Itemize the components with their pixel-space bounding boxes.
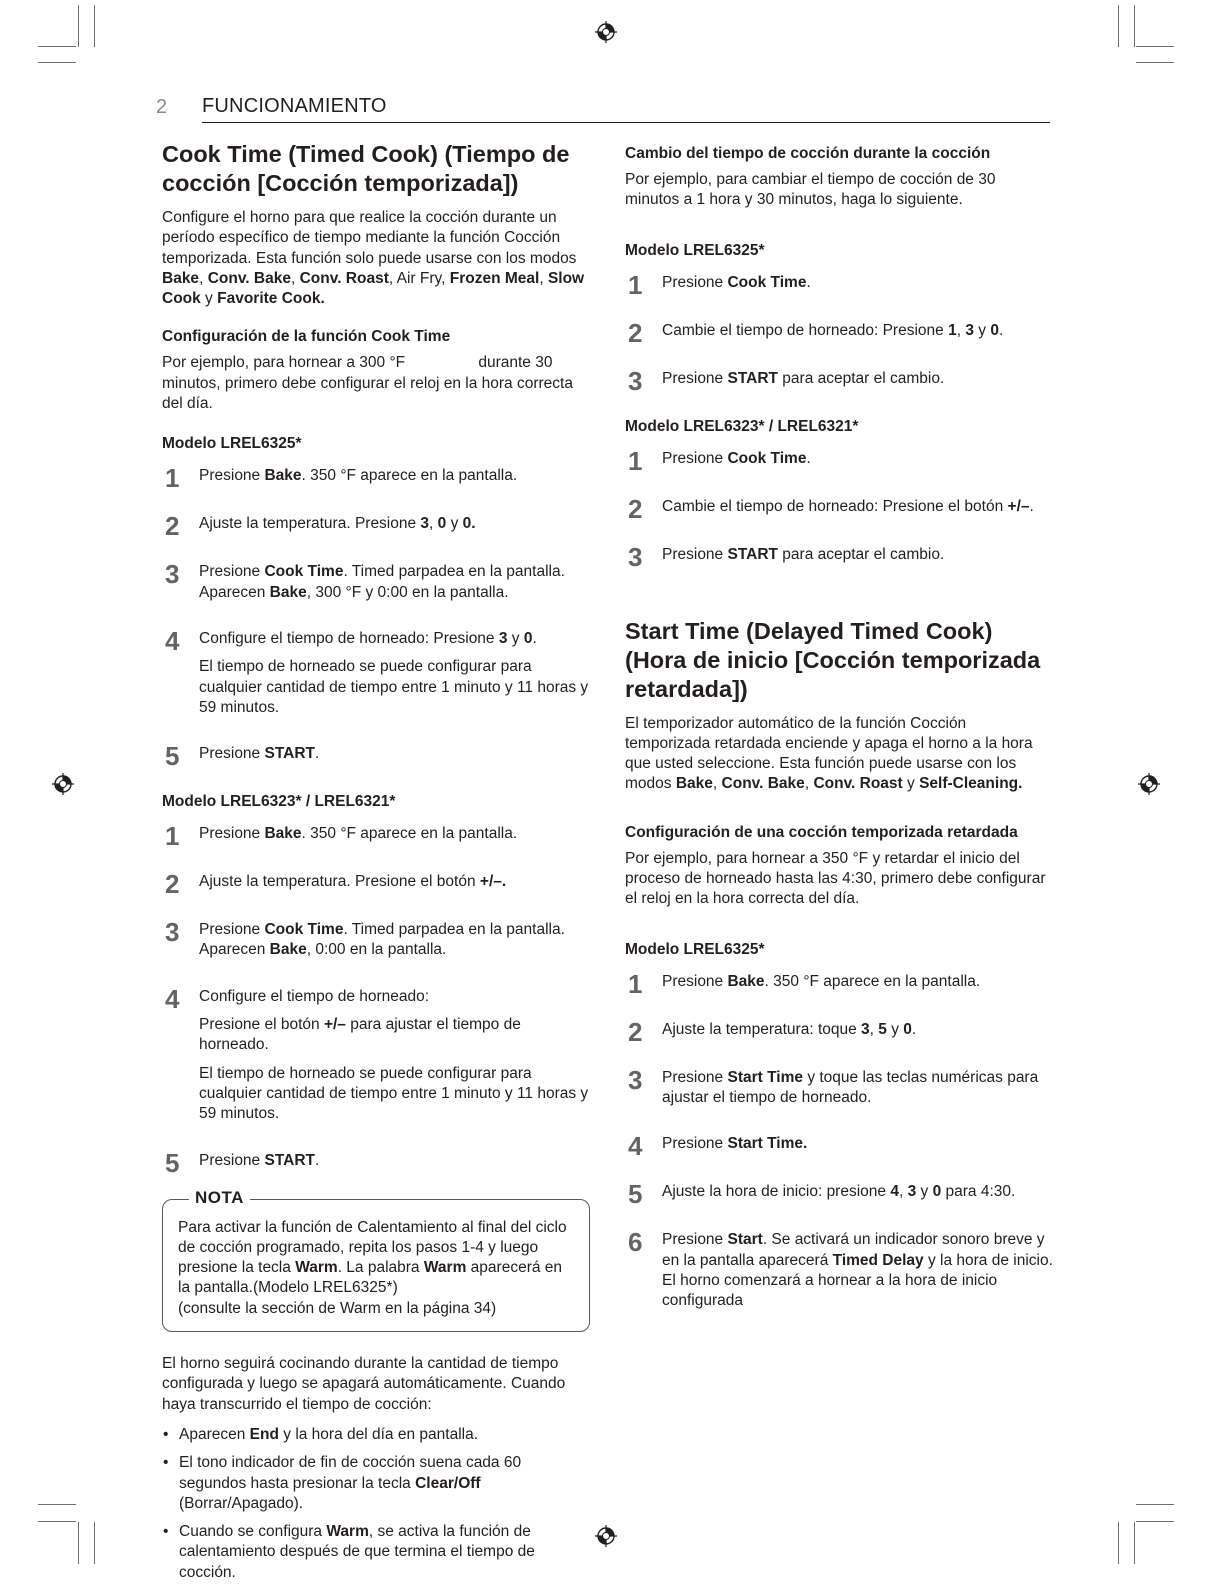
bold-text: Warm [423, 1259, 467, 1277]
step-number: 1 [628, 968, 643, 999]
text-run: (consulte la sección de Warm en la página 34) [178, 1299, 497, 1317]
text-run: Presione [662, 369, 728, 387]
text-run: . [1029, 497, 1034, 515]
step-text [199, 562, 590, 603]
cook-time-config-heading: Configuración de la función Cook Time [162, 328, 451, 346]
text-run: . Se activará un indicador sonoro breve y en la pantalla aparecerá [662, 1231, 1045, 1269]
text-run: y [507, 629, 524, 647]
text-run: para aceptar el cambio. [778, 545, 945, 563]
bold-text: Conv. Bake [207, 269, 291, 287]
text-run: , [199, 269, 208, 287]
bold-text: Cook Time [264, 563, 344, 581]
text-run: y [200, 290, 218, 308]
step-number: 2 [165, 511, 180, 542]
text-run: . [806, 273, 811, 291]
text-run: . Timed parpadea en la pantalla. Aparecen [199, 921, 565, 959]
text-run: . [806, 449, 811, 467]
step-number: 4 [165, 983, 180, 1014]
change-time-steps-a [625, 269, 1053, 396]
text-run: . La palabra [337, 1259, 424, 1277]
bold-text: START [727, 545, 778, 563]
text-run: y [902, 775, 920, 793]
step-text [199, 987, 590, 1007]
step-text [662, 1068, 1053, 1109]
text-run: , [539, 269, 548, 287]
bold-text: Favorite Cook. [217, 290, 325, 308]
start-time-title: Start Time (Delayed Timed Cook) (Hora de inicio [Cocción temporizada retardada]) [625, 617, 1041, 702]
crop-mark [38, 1504, 76, 1505]
bold-text: Cook Time [727, 273, 807, 291]
start-time-intro [625, 714, 1053, 795]
bold-text: 0 [903, 1020, 912, 1038]
registration-mark-icon [595, 21, 617, 43]
note-label: NOTA [189, 1188, 250, 1208]
bold-text: Warm [295, 1259, 338, 1277]
step-item [162, 821, 590, 852]
text-run: Presione [662, 273, 728, 291]
text-run: , [290, 269, 300, 287]
model-heading: Modelo LREL6325* [625, 940, 765, 958]
text-run: aparecerá en la pantalla.(Modelo LREL6325*) [178, 1259, 563, 1297]
text-run: Presione [662, 1135, 728, 1153]
bold-text: +/– [1007, 497, 1030, 515]
model-heading: Modelo LREL6325* [162, 435, 302, 453]
right-column [625, 144, 1053, 1337]
crop-mark [1134, 1522, 1135, 1564]
text-run: El temporizador automático de la función Cocción temporizada retardada enciende y apaga el horno a la hora que usted seleccione. Esta función puede usarse con los modos [625, 714, 1033, 793]
start-time-config-text: Por ejemplo, para hornear a 350 °F y retardar el inicio del proceso de horneado hasta las 4:30, primero debe configurar el reloj en la hora correcta del día. [625, 849, 1046, 908]
bold-text: 3 [861, 1020, 870, 1038]
step-item [162, 869, 590, 900]
step-text [199, 1151, 590, 1171]
text-run: Presione [199, 825, 265, 843]
text-run: Ajuste la hora de inicio: presione [662, 1183, 891, 1201]
cook-time-title: Cook Time (Timed Cook) (Tiempo de cocción [Cocción temporizada]) [162, 141, 570, 196]
bold-text: Bake [264, 825, 302, 843]
bold-text: Cook Time [264, 921, 344, 939]
step-text [199, 744, 590, 764]
text-run: y la hora de inicio. El horno comenzará a hornear a la hora de inicio configurada [662, 1251, 1053, 1310]
text-run: El tiempo de horneado se puede configurar para cualquier cantidad de tiempo entre 1 minuto y 11 horas y 59 minutos. [199, 1064, 589, 1123]
bold-text: Bake [162, 269, 200, 287]
bold-text: 5 [878, 1020, 887, 1038]
bold-text: Bake [264, 467, 302, 485]
bold-text: Timed Delay [832, 1251, 924, 1269]
step-number: 4 [165, 625, 180, 656]
step-text [199, 629, 590, 649]
crop-mark [94, 1522, 95, 1564]
change-time-heading: Cambio del tiempo de cocción durante la cocción [625, 145, 991, 162]
bold-text: 1 [948, 321, 957, 339]
registration-mark-icon [1138, 773, 1160, 795]
bold-text: Warm [326, 1523, 369, 1541]
text-run: Configure el tiempo de horneado: [199, 987, 430, 1005]
bold-text: Conv. Roast [813, 775, 903, 793]
text-run: , [956, 321, 966, 339]
step-item [162, 463, 590, 494]
step-number: 6 [628, 1227, 643, 1258]
text-run: y [973, 321, 991, 339]
bold-text: Cook Time [727, 449, 807, 467]
crop-mark [1136, 1521, 1174, 1522]
text-run: y toque las teclas numéricas para ajustar el tiempo de horneado. [662, 1068, 1039, 1106]
crop-mark [1118, 1522, 1119, 1564]
text-run: Presione [662, 972, 728, 990]
text-run: Presione [199, 563, 265, 581]
text-run: Presione [662, 1231, 728, 1249]
text-run: , se activa la función de calentamiento después de que termina el tiempo de cocción. [179, 1523, 535, 1581]
step-number: 1 [165, 821, 180, 852]
change-time-steps-b [625, 445, 1053, 572]
step-item [162, 511, 590, 542]
step-item [625, 269, 1053, 300]
step-text [662, 449, 1053, 469]
note-box [162, 1187, 590, 1332]
step-item [625, 541, 1053, 572]
step-text [199, 824, 590, 844]
crop-mark [78, 5, 79, 47]
bold-text: Bake [269, 583, 307, 601]
step-number: 3 [628, 541, 643, 572]
bullet-item [162, 1425, 590, 1445]
bold-text: +/– [323, 1016, 346, 1034]
step-number: 3 [628, 1064, 643, 1095]
text-run: Aparecen [179, 1425, 250, 1443]
text-run: Presione [199, 1151, 265, 1169]
registration-mark-icon [52, 773, 74, 795]
bold-text: Conv. Bake [721, 775, 805, 793]
text-run: Presione [662, 449, 728, 467]
text-run: , [429, 515, 438, 533]
step-text [662, 545, 1053, 565]
step-text [662, 369, 1053, 389]
step-number: 3 [165, 559, 180, 590]
text-run: para ajustar el tiempo de horneado. [199, 1016, 521, 1054]
step-text [662, 497, 1053, 517]
text-run: y [886, 1020, 904, 1038]
bold-text: Frozen Meal [449, 269, 540, 287]
step-number: 5 [628, 1179, 643, 1210]
bullet-icon: • [163, 1454, 169, 1472]
step-item [162, 1147, 590, 1178]
step-item [625, 445, 1053, 476]
step-number: 3 [628, 365, 643, 396]
bold-text: Bake [269, 941, 307, 959]
text-run: Para activar la función de Calentamiento al final del ciclo de cocción programado, repita los pasos 1-4 y luego presione la tecla [178, 1218, 567, 1277]
step-item [625, 493, 1053, 524]
bold-text: Start [727, 1231, 763, 1249]
text-run: Presione [662, 1068, 728, 1086]
step-item [162, 625, 590, 718]
step-text [662, 1134, 1053, 1154]
cook-time-config-text: Por ejemplo, para hornear a 300 °F durante 30 minutos, primero debe configurar el reloj en la hora correcta del día. [162, 354, 578, 413]
section-title: FUNCIONAMIENTO [202, 95, 387, 117]
step-text [662, 273, 1053, 293]
crop-mark [1136, 62, 1174, 63]
step-item [625, 365, 1053, 396]
crop-mark [1136, 1504, 1174, 1505]
step-item [625, 1064, 1053, 1109]
cook-time-after-text: El horno seguirá cocinando durante la cantidad de tiempo configurada y luego se apagará automáticamente. Cuando haya transcurrido el tiempo de cocción: [162, 1355, 566, 1413]
step-number: 1 [165, 463, 180, 494]
step-text [662, 972, 1053, 992]
step-text [199, 466, 590, 486]
text-run: , [869, 1020, 879, 1038]
bold-text: 3 [498, 629, 508, 647]
crop-mark [38, 46, 76, 47]
bullet-item [162, 1522, 590, 1583]
text-run: , 300 °F y 0:00 en la pantalla. [306, 583, 509, 601]
text-run: Presione [199, 745, 265, 763]
cook-time-steps-b [162, 821, 590, 1178]
header-rule [202, 122, 1050, 123]
text-run: Configure el horno para que realice la cocción durante un período específico de tiempo mediante la función Cocción temporizada. Esta función solo puede usarse con los modos [162, 209, 577, 267]
text-run: Presione [662, 545, 728, 563]
bullet-item [162, 1453, 590, 1514]
text-run: y [446, 515, 463, 533]
text-run: Ajuste la temperatura. Presione [199, 515, 421, 533]
bullet-icon: • [163, 1425, 169, 1443]
bold-text: 3 [907, 1183, 917, 1201]
step-item [625, 968, 1053, 999]
step-item [625, 1016, 1053, 1047]
crop-mark [78, 1522, 79, 1564]
step-text [199, 514, 590, 534]
text-run: El tiempo de horneado se puede configurar para cualquier cantidad de tiempo entre 1 minuto y 11 horas y 59 minutos. [199, 658, 589, 716]
cook-time-intro [162, 208, 590, 309]
model-heading: Modelo LREL6325* [625, 241, 765, 259]
bold-text: Conv. Roast [299, 269, 389, 287]
step-text [199, 872, 590, 892]
left-column [162, 140, 590, 1591]
text-run: . 350 °F aparece en la pantalla. [301, 467, 518, 485]
text-run: , [804, 775, 814, 793]
step-subtext [199, 657, 590, 718]
text-run: Cuando se configura [179, 1523, 327, 1541]
text-run: . [315, 745, 320, 763]
text-run: Presione el botón [199, 1016, 324, 1034]
crop-mark [1136, 46, 1174, 47]
step-number: 2 [165, 869, 180, 900]
page-number: 2 [156, 96, 168, 118]
text-run: y [916, 1183, 933, 1201]
crop-mark [38, 62, 76, 63]
step-item [625, 1131, 1053, 1162]
model-heading: Modelo LREL6323* / LREL6321* [162, 793, 396, 811]
bold-text: 4 [890, 1183, 899, 1201]
text-run: . 350 °F aparece en la pantalla. [764, 972, 981, 990]
bold-text: Bake [727, 972, 765, 990]
text-run: Presione [199, 921, 265, 939]
text-run: El tono indicador de fin de cocción suena cada 60 segundos hasta presionar la tecla [179, 1454, 522, 1492]
bold-text: 3 [420, 515, 430, 533]
step-number: 1 [628, 445, 643, 476]
crop-mark [94, 5, 95, 47]
text-run: . [532, 629, 537, 647]
bold-text: Start Time. [727, 1135, 808, 1153]
bold-text: START [727, 369, 778, 387]
text-run: para 4:30. [941, 1183, 1016, 1201]
cook-time-bullets [162, 1425, 590, 1583]
bullet-icon: • [163, 1523, 169, 1541]
text-run: Configure el tiempo de horneado: Presione [199, 629, 499, 647]
bold-text: +/–. [479, 873, 507, 891]
note-text [178, 1218, 574, 1319]
text-run: para aceptar el cambio. [778, 369, 945, 387]
text-run: . 350 °F aparece en la pantalla. [301, 825, 518, 843]
step-text [662, 321, 1053, 341]
text-run: Ajuste la temperatura. Presione el botón [199, 873, 480, 891]
bold-text: 0. [462, 515, 476, 533]
step-item [162, 983, 590, 1125]
step-subtext [199, 1015, 590, 1056]
bold-text: Slow Cook [162, 269, 585, 308]
bold-text: Start Time [727, 1068, 804, 1086]
text-run: , [712, 775, 722, 793]
start-time-steps [625, 968, 1053, 1312]
text-run: , 0:00 en la pantalla. [306, 941, 447, 959]
text-run: Cambie el tiempo de horneado: Presione el botón [662, 497, 1008, 515]
bold-text: 0 [932, 1183, 942, 1201]
bold-text: 0 [437, 515, 447, 533]
text-run: Presione [199, 467, 265, 485]
text-run: y la hora del día en pantalla. [278, 1425, 479, 1443]
step-item [625, 317, 1053, 348]
step-item [625, 1179, 1053, 1210]
text-run: . Timed parpadea en la pantalla. Aparecen [199, 563, 565, 601]
bold-text: End [249, 1425, 279, 1443]
registration-mark-icon [595, 1525, 617, 1547]
step-number: 5 [165, 741, 180, 772]
step-number: 1 [628, 269, 643, 300]
start-time-config-heading: Configuración de una cocción temporizada retardada [625, 823, 1018, 841]
step-subtext [199, 1064, 590, 1125]
step-number: 5 [165, 1147, 180, 1178]
step-number: 2 [628, 1016, 643, 1047]
step-item [162, 917, 590, 961]
text-run: (Borrar/Apagado). [179, 1494, 304, 1512]
bold-text: 0 [523, 629, 533, 647]
change-time-text: Por ejemplo, para cambiar el tiempo de cocción de 30 minutos a 1 hora y 30 minutos, haga lo siguiente. [625, 171, 996, 209]
step-number: 2 [628, 317, 643, 348]
step-number: 4 [628, 1131, 643, 1162]
text-run: , Air Fry, [388, 269, 450, 287]
step-item [162, 741, 590, 772]
bold-text: START [264, 745, 315, 763]
bold-text: Self-Cleaning. [919, 775, 1023, 793]
text-run: . [911, 1020, 917, 1038]
text-run: . [998, 321, 1004, 339]
step-text [662, 1230, 1053, 1311]
step-item [162, 559, 590, 603]
crop-mark [1118, 5, 1119, 47]
bold-text: 3 [965, 321, 974, 339]
text-run: , [898, 1183, 908, 1201]
step-number: 2 [628, 493, 643, 524]
step-number: 3 [165, 917, 180, 948]
text-run: Ajuste la temperatura: toque [662, 1020, 862, 1038]
step-text [199, 920, 590, 961]
bold-text: Clear/Off [415, 1474, 481, 1492]
model-heading: Modelo LREL6323* / LREL6321* [625, 417, 859, 435]
bold-text: START [264, 1151, 315, 1169]
cook-time-steps-a [162, 463, 590, 772]
bold-text: Bake [675, 775, 713, 793]
step-item [625, 1227, 1053, 1311]
text-run: Cambie el tiempo de horneado: Presione [662, 321, 949, 339]
crop-mark [1134, 5, 1135, 47]
bold-text: 0 [990, 321, 999, 339]
crop-mark [38, 1521, 76, 1522]
text-run: . [315, 1151, 320, 1169]
step-text [662, 1182, 1053, 1202]
step-text [662, 1020, 1053, 1040]
